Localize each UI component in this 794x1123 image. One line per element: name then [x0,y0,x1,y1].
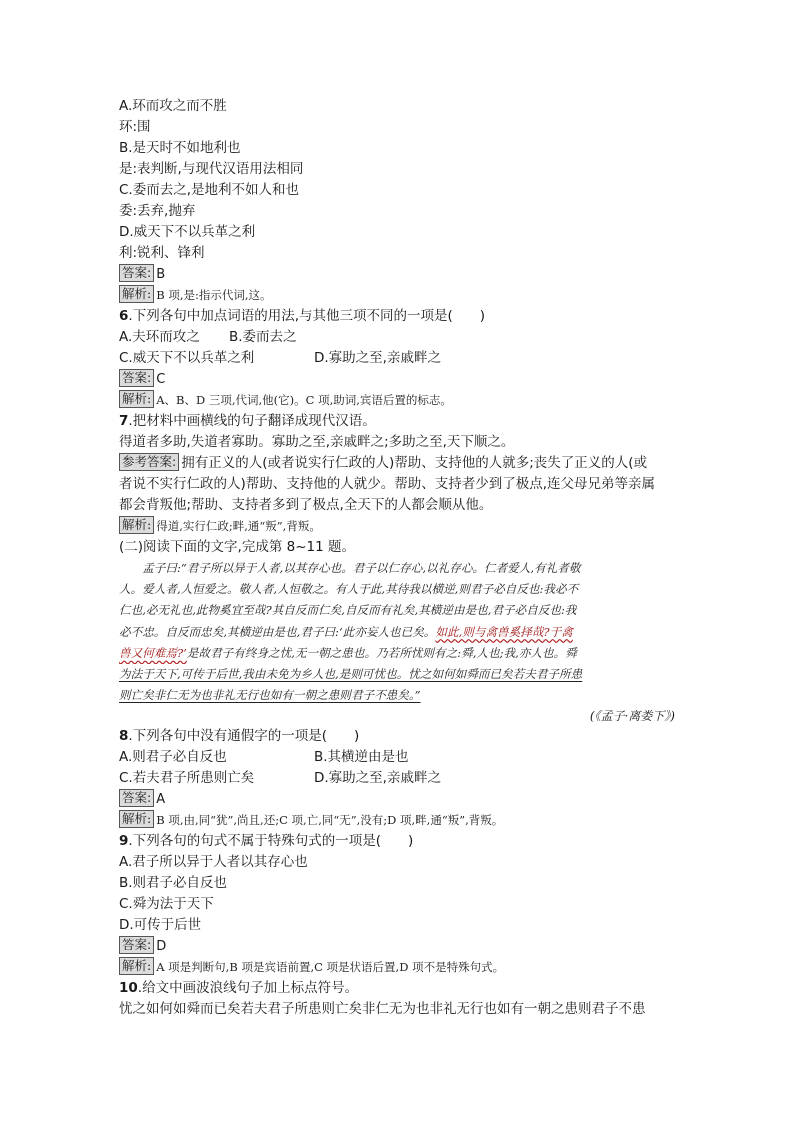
passage-line: 孟子曰:“君子所以异于人者,以其存心也。君子以仁存心,以礼存心。仁者爱人,有礼者敬 [119,561,581,575]
q10-stem-row [119,978,675,999]
option-d-line: D.威天下不以兵革之利 [119,224,256,240]
passage-line: 则亡矣非仁无为也非礼无行也如有一朝之患则君子不患矣。” [119,688,421,703]
passage-text: 必不忠。自反而忠矣,其横逆由是也,君子曰:‘此亦妄人也已矣。 [119,624,436,639]
q7-ref-line-3: 都会背叛他;帮助、支持者多到了极点,全天下的人都会顺从他。 [119,497,493,513]
q9-option-c: C.舜为法于天下 [119,896,214,913]
q8-option-c: C.若夫君子所患则亡矣 [119,770,255,787]
answer-label: 答案: [119,936,154,954]
q9-stem-row [119,831,675,852]
document-page [119,96,675,1020]
q10-sentence: 忧之如何如舜而已矣若夫君子所患则亡矣非仁无为也非礼无行也如有一朝之患则君子不患 [119,1001,646,1018]
q8-options-ab [119,747,675,768]
passage-line: 仁也,必无礼也,此物奚宜至哉?其自反而仁矣,自反而有礼矣,其横逆由是也,君子必自反也:我 [119,603,577,618]
q7-number: 7 [119,413,129,429]
passage-line [119,622,675,643]
q9-stem: .下列各句的句式不属于特殊句式的一项是( ) [128,833,414,850]
q9-answer: D [156,939,167,955]
q7-analysis-row [119,516,675,537]
wavy-underlined-text: 如此,则与禽兽奚择哉?于禽 [435,624,573,639]
passage-line [119,643,675,664]
q9-option-b: B.则君子必自反也 [119,875,228,892]
answer-label: 答案: [119,264,154,282]
q5-analysis-row [119,285,675,306]
q5-answer: B [156,267,166,282]
q6-stem-row [119,306,675,327]
passage-source: (《孟子·离娄下》) [589,709,675,724]
q6-answer: C [156,372,166,387]
q6-number: 6 [119,308,129,324]
q10-number: 10 [119,980,138,997]
analysis-label: 解析: [119,516,154,534]
q7-stem-row [119,411,675,432]
answer-label: 答案: [119,789,154,807]
q7-ref-line-1: 拥有正义的人(或者说实行仁政的人)帮助、支持他的人就多;丧失了正义的人(或 [181,455,648,471]
q6-options-ab [119,327,675,348]
q6-options-cd [119,348,675,369]
q9-analysis: A 项是判断句,B 项是宾语前置,C 项是状语后置,D 项不是特殊句式。 [156,960,505,975]
reading-passage [119,558,675,706]
option-b-note: 是:表判断,与现代汉语用法相同 [119,161,304,177]
q6-analysis-row [119,390,675,411]
option-b-line: B.是天时不如地利也 [119,140,241,156]
q6-option-a: A.夫环而攻之 [119,329,200,345]
q9-option-a: A.君子所以异于人者以其存心也 [119,854,308,871]
q8-options-cd [119,768,675,789]
q7-stem: .把材料中画横线的句子翻译成现代汉语。 [128,413,376,429]
q8-option-d: D.寡助之至,亲戚畔之 [314,770,441,787]
q7-reference-answer [119,453,675,516]
option-c-line: C.委而去之,是地利不如人和也 [119,182,300,198]
q8-answer: A [156,792,166,808]
analysis-label: 解析: [119,810,154,828]
q9-option-d: D.可传于后世 [119,917,202,934]
wavy-underlined-text: 兽又何难焉?’ [119,645,187,660]
analysis-label: 解析: [119,957,154,975]
q6-option-b: B.委而去之 [229,329,297,345]
q8-stem-row [119,726,675,747]
q8-analysis: B 项,由,同“犹”,尚且,还;C 项,亡,同“无”,没有;D 项,畔,通“叛”,背叛。 [156,813,504,828]
q9-number: 9 [119,833,129,850]
q8-option-b: B.其横逆由是也 [314,749,409,766]
q5-analysis: B 项,是:指示代词,这。 [156,288,272,302]
q5-answer-row [119,264,675,285]
q7-analysis: 得道,实行仁政;畔,通“叛”,背叛。 [156,519,321,533]
answer-label: 答案: [119,369,154,387]
q9-analysis-row [119,957,675,978]
option-a-note: 环:围 [119,119,151,135]
option-d-note: 利:锐利、锋利 [119,245,205,261]
q8-option-a: A.则君子必自反也 [119,749,227,766]
analysis-label: 解析: [119,285,154,303]
q8-stem: .下列各句中没有通假字的一项是( ) [128,728,360,745]
q6-answer-row [119,369,675,390]
q8-answer-row [119,789,675,810]
q9-answer-row [119,936,675,957]
q6-option-d: D.寡助之至,亲戚畔之 [314,350,441,366]
analysis-label: 解析: [119,390,154,408]
q6-stem: .下列各句中加点词语的用法,与其他三项不同的一项是( ) [128,308,486,324]
reference-answer-label: 参考答案: [119,453,179,471]
option-a-line: A.环而攻之而不胜 [119,98,227,114]
q7-sentence: 得道者多助,失道者寡助。寡助之至,亲戚畔之;多助之至,天下顺之。 [119,434,515,450]
q8-number: 8 [119,728,129,745]
q6-analysis: A、B、D 三项,代词,他(它)。C 项,助词,宾语后置的标志。 [156,393,452,407]
q7-ref-line-2: 者说不实行仁政的人)帮助、支持他的人就少。帮助、支持者少到了极点,连父母兄弟等亲属 [119,476,656,492]
q10-stem: .给文中画波浪线句子加上标点符号。 [137,980,359,997]
passage-line: 人。爱人者,人恒爱之。敬人者,人恒敬之。有人于此,其待我以横逆,则君子必自反也:我必不 [119,582,579,597]
passage-text: 是故君子有终身之忧,无一朝之患也。乃若所忧则有之:舜,人也;我,亦人也。舜 [186,645,577,660]
section-heading: (二)阅读下面的文字,完成第 8~11 题。 [119,539,355,555]
option-c-note: 委:丢弃,抛弃 [119,203,196,219]
q6-option-c: C.威天下不以兵革之利 [119,350,255,366]
q8-analysis-row [119,810,675,831]
passage-line: 为法于天下,可传于后世,我由未免为乡人也,是则可忧也。忧之如何如舜而已矣若夫君子所患 [119,666,583,681]
